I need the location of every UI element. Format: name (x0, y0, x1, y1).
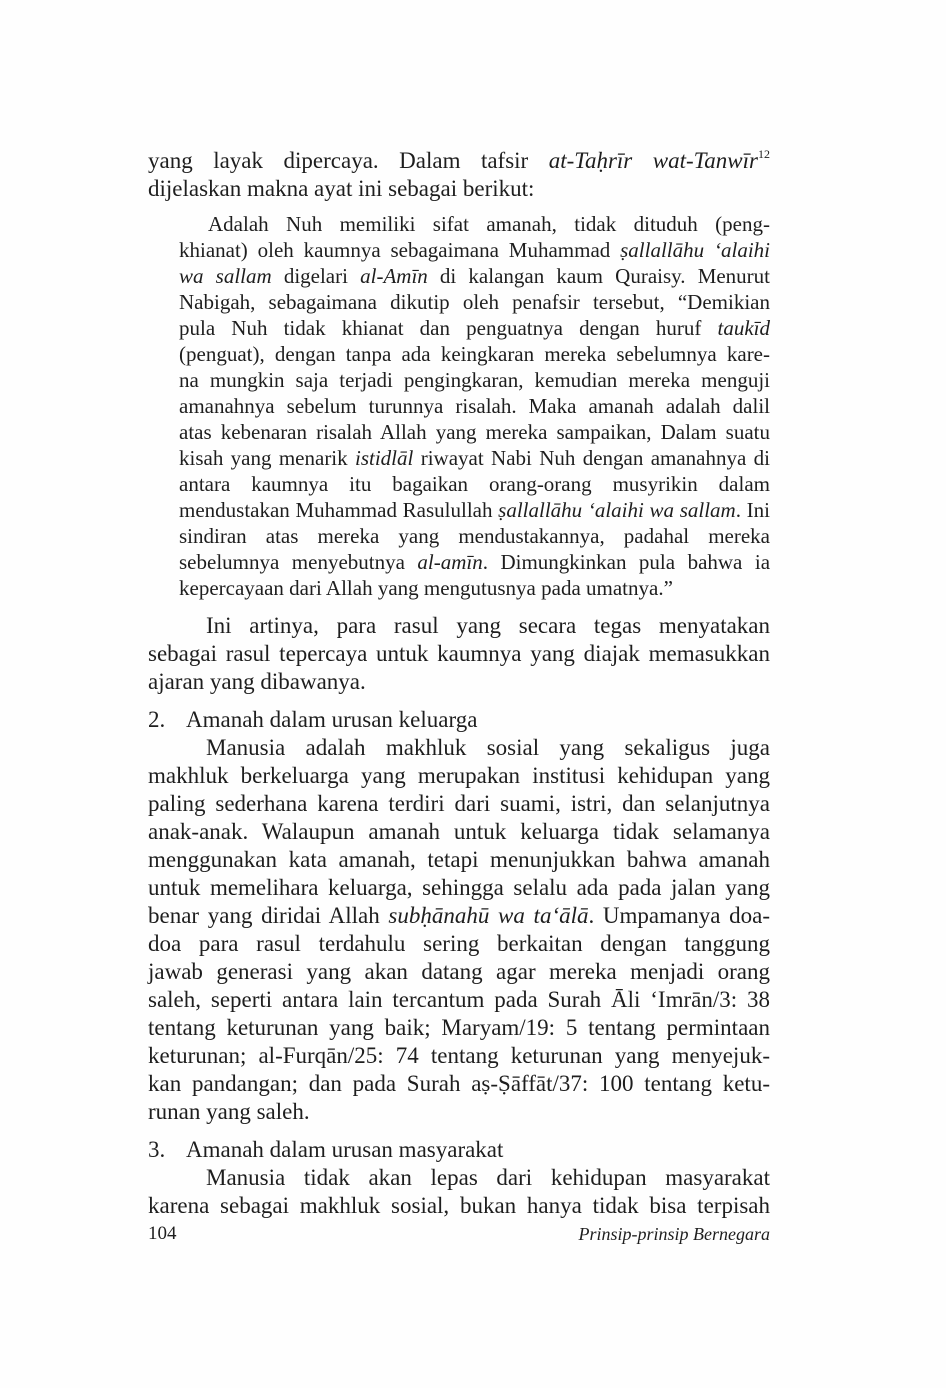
quote-line: Adalah Nuh memiliki sifat amanah, tidak dituduh (peng- (208, 212, 770, 236)
quote-line: amanahnya sebelum turunnya risalah. Maka amanah adalah dalil (179, 394, 770, 418)
quote-line: kepercayaan dari Allah yang mengutusnya pada umatnya.” (179, 576, 673, 600)
italic-term: istidlāl (355, 446, 414, 470)
quote-line: Nabigah, sebagaimana dikutip oleh penafsir tersebut, “Demikian (179, 290, 770, 314)
quote-line: na mungkin saja terjadi pengingkaran, kemudian mereka menguji (179, 368, 770, 392)
text-line: makhluk berkeluarga yang merupakan institusi kehidupan yang (148, 763, 770, 788)
running-title: Prinsip-prinsip Bernegara (578, 1224, 770, 1244)
quote-line: atas kebenaran risalah Allah yang mereka sampaikan, Dalam suatu (179, 420, 770, 444)
quote-line: mendustakan Muhammad Rasulullah ṣallallāhu ‘alaihi wa sallam. Ini (179, 498, 770, 522)
text-line: karena sebagai makhluk sosial, bukan hanya tidak bisa terpisah (148, 1193, 770, 1218)
text-line: Manusia adalah makhluk sosial yang sekaligus juga (206, 735, 770, 760)
italic-term: subḥānahū wa ta‘ālā (388, 903, 589, 928)
italic-term: ṣallallāhu ‘alaihi wa sallam (498, 498, 736, 522)
text-line: sebagai rasul tepercaya untuk kaumnya yang diajak memasukkan (148, 641, 770, 666)
text-line: dijelaskan makna ayat ini sebagai berikut: (148, 176, 535, 201)
italic-term: wa sallam (179, 264, 272, 288)
text-line: benar yang diridai Allah subḥānahū wa ta‘ālā. Umpamanya doa- (148, 903, 771, 928)
quote-line: (penguat), dengan tanpa ada keingkaran mereka sebelumnya kare- (179, 342, 770, 366)
page-number: 104 (148, 1223, 177, 1244)
quote-line: kisah yang menarik istidlāl riwayat Nabi Nuh dengan amanahnya di (179, 446, 770, 470)
section-title: Amanah dalam urusan keluarga (186, 707, 478, 732)
text-line: menggunakan kata amanah, tetapi menunjukkan bahwa amanah (148, 847, 770, 872)
text-line: anak-anak. Walaupun amanah untuk keluarga tidak selamanya (148, 819, 770, 844)
section-heading (148, 1136, 770, 1164)
italic-term: al-amīn (417, 550, 483, 574)
quote-line: antara kaumnya itu bagaikan orang-orang musyrikin dalam (179, 472, 770, 496)
section-number: 3. (148, 1137, 166, 1162)
text-line: Ini artinya, para rasul yang secara tegas menyatakan (206, 613, 770, 638)
text-line: runan yang saleh. (148, 1099, 310, 1124)
italic-term: ṣallallāhu ‘alaihi (620, 238, 770, 262)
italic-term: al-Amīn (360, 264, 428, 288)
quote-line: sindiran atas mereka yang mendustakannya, padahal mereka (179, 524, 770, 548)
section-heading (148, 706, 770, 734)
italic-term: taukīd (717, 316, 770, 340)
text-line: doa para rasul terdahulu sering berkaitan dengan tanggung (148, 931, 770, 956)
quote-line: khianat) oleh kaumnya sebagaimana Muhammad ṣallallāhu ‘alaihi (179, 238, 770, 262)
text-line: kan pandangan; dan pada Surah aṣ-Ṣāffāt/37: 100 tentang ketu- (148, 1071, 770, 1096)
text-line: keturunan; al-Furqān/25: 74 tentang keturunan yang menyejuk- (148, 1043, 770, 1068)
quote-line: wa sallam digelari al-Amīn di kalangan kaum Quraisy. Menurut (179, 264, 771, 288)
text-line: untuk memelihara keluarga, sehingga selalu ada pada jalan yang (148, 875, 770, 900)
section-number: 2. (148, 707, 166, 732)
text-line: tentang keturunan yang baik; Maryam/19: 5 tentang permintaan (148, 1015, 770, 1040)
section-title: Amanah dalam urusan masyarakat (186, 1137, 504, 1162)
quote-line: pula Nuh tidak khianat dan penguatnya dengan huruf taukīd (179, 316, 770, 340)
text-line: paling sederhana karena terdiri dari suami, istri, dan selanjutnya (148, 791, 770, 816)
text-line: yang layak dipercaya. Dalam tafsir at-Taḥrīr wat-Tanwīr$^{12}$ (148, 147, 770, 173)
text-line: saleh, seperti antara lain tercantum pada Surah Āli ‘Imrān/3: 38 (148, 987, 770, 1012)
italic-term: at-Taḥrīr wat-Tanwīr (548, 148, 758, 173)
quote-line: sebelumnya menyebutnya al-amīn. Dimungkinkan pula bahwa ia (179, 550, 771, 574)
text-line: Manusia tidak akan lepas dari kehidupan masyarakat (206, 1165, 770, 1190)
text-line: jawab generasi yang akan datang agar mereka menjadi orang (148, 959, 770, 984)
footnote-ref[interactable]: 12 (758, 147, 770, 161)
text-line: ajaran yang dibawanya. (148, 669, 366, 694)
